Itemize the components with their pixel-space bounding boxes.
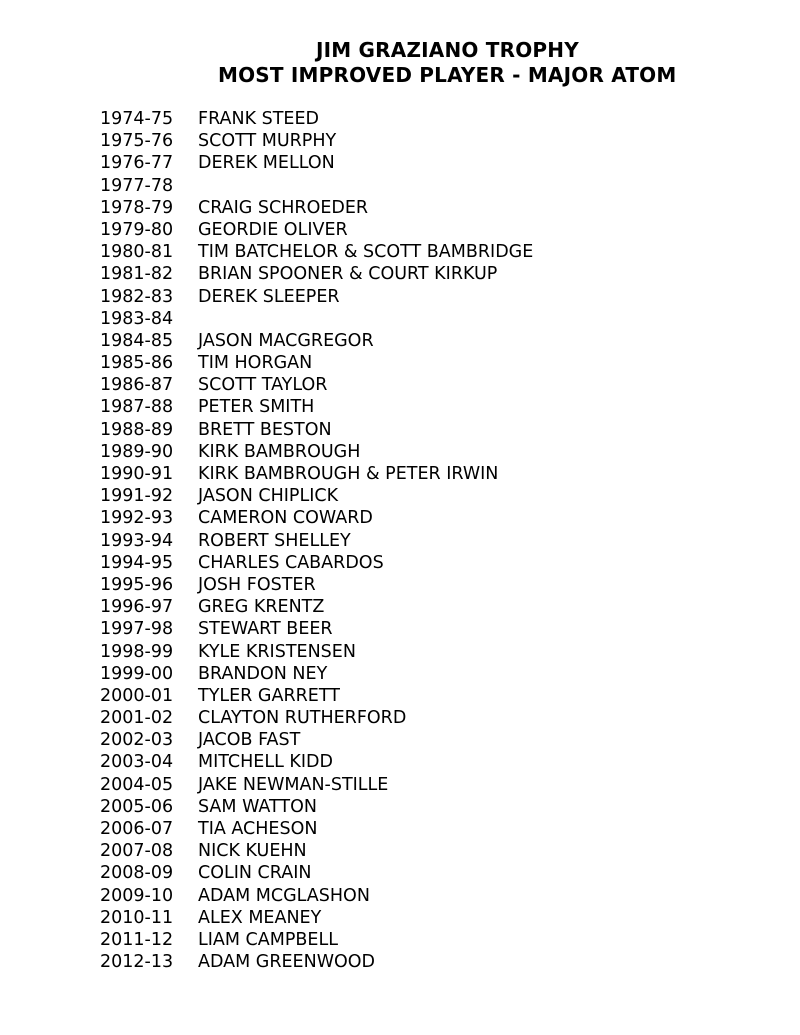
season-label: 1993-94 <box>100 530 174 551</box>
winner-name: ADAM MCGLASHON <box>198 885 370 906</box>
list-item <box>100 330 720 352</box>
season-label: 1981-82 <box>100 264 174 285</box>
list-item <box>100 352 720 374</box>
season-label: 1995-96 <box>100 574 174 595</box>
season-label: 2006-07 <box>100 819 174 839</box>
season-label: 1997-98 <box>100 619 174 640</box>
season-label: 2002-03 <box>100 730 174 751</box>
winner-name: TIM HORGAN <box>198 353 313 374</box>
season-label: 2005-06 <box>100 796 174 817</box>
season-label: 1977-78 <box>100 175 174 196</box>
season-label: 2007-08 <box>100 841 174 862</box>
winner-name: STEWART BEER <box>198 619 333 640</box>
winners-list <box>100 108 720 973</box>
season-label: 2009-10 <box>100 885 174 906</box>
season-label: 2001-02 <box>100 708 174 729</box>
season-label: 1978-79 <box>100 197 174 218</box>
list-item <box>100 574 720 596</box>
winner-name: BRIAN SPOONER & COURT KIRKUP <box>198 264 498 285</box>
list-item <box>100 885 720 907</box>
season-label: 1989-90 <box>100 441 174 462</box>
season-label: 1990-91 <box>100 464 174 484</box>
winner-name: SCOTT TAYLOR <box>198 375 328 396</box>
list-item <box>100 286 720 308</box>
list-item <box>100 685 720 707</box>
winner-name: KIRK BAMBROUGH <box>198 441 361 462</box>
list-item <box>100 419 720 441</box>
season-label: 1984-85 <box>100 330 174 351</box>
list-item <box>100 596 720 618</box>
season-label: 1985-86 <box>100 353 174 374</box>
winner-name: JOSH FOSTER <box>198 574 316 595</box>
list-item <box>100 197 720 219</box>
season-label: 1999-00 <box>100 663 174 684</box>
list-item <box>100 774 720 796</box>
season-label: 2011-12 <box>100 929 174 950</box>
winner-name: SAM WATTON <box>198 796 317 817</box>
winner-name: SCOTT MURPHY <box>198 131 337 152</box>
list-item <box>100 751 720 773</box>
winner-name: DEREK MELLON <box>198 153 335 174</box>
list-item <box>100 618 720 640</box>
list-item <box>100 152 720 174</box>
list-item <box>100 641 720 663</box>
season-label: 2010-11 <box>100 907 174 928</box>
winner-name: CAMERON COWARD <box>198 508 373 529</box>
winner-name: ADAM GREENWOOD <box>198 952 376 973</box>
winner-name: CLAYTON RUTHERFORD <box>198 708 407 729</box>
winner-name: NICK KUEHN <box>198 841 307 862</box>
season-label: 2004-05 <box>100 774 174 795</box>
award-subtitle: MOST IMPROVED PLAYER - MAJOR ATOM <box>218 63 677 87</box>
winner-name: JASON CHIPLICK <box>198 486 339 507</box>
winner-name: GREG KRENTZ <box>198 597 325 618</box>
season-label: 1988-89 <box>100 419 174 440</box>
winner-name: CRAIG SCHROEDER <box>198 197 369 218</box>
winner-name: COLIN CRAIN <box>198 863 312 884</box>
season-label: 1986-87 <box>100 375 174 396</box>
season-label: 1994-95 <box>100 552 174 573</box>
list-item <box>100 663 720 685</box>
list-item <box>100 308 720 330</box>
list-item <box>100 374 720 396</box>
list-item <box>100 907 720 929</box>
trophy-title: JIM GRAZIANO TROPHY <box>316 38 579 62</box>
winner-name: BRANDON NEY <box>198 663 328 684</box>
winner-name: LIAM CAMPBELL <box>198 929 338 950</box>
list-item <box>100 175 720 197</box>
list-item <box>100 729 720 751</box>
winner-name: BRETT BESTON <box>198 419 332 440</box>
winner-name: KYLE KRISTENSEN <box>198 641 356 662</box>
list-item <box>100 951 720 973</box>
season-label: 1996-97 <box>100 597 174 618</box>
list-item <box>100 108 720 130</box>
list-item <box>100 552 720 574</box>
season-label: 1991-92 <box>100 486 174 507</box>
list-item <box>100 463 720 485</box>
list-item <box>100 796 720 818</box>
winner-name: JAKE NEWMAN-STILLE <box>198 774 389 795</box>
season-label: 1992-93 <box>100 508 174 529</box>
winner-name: TYLER GARRETT <box>198 685 340 706</box>
season-label: 2000-01 <box>100 685 174 706</box>
list-item <box>100 862 720 884</box>
winner-name: TIA ACHESON <box>198 819 318 839</box>
winner-name: CHARLES CABARDOS <box>198 552 384 573</box>
season-label: 1987-88 <box>100 397 174 418</box>
list-item <box>100 241 720 263</box>
winner-name: MITCHELL KIDD <box>198 752 334 773</box>
winner-name: TIM BATCHELOR & SCOTT BAMBRIDGE <box>198 242 534 263</box>
season-label: 1998-99 <box>100 641 174 662</box>
list-item <box>100 219 720 241</box>
winner-name: FRANK STEED <box>198 109 320 129</box>
season-label: 1980-81 <box>100 242 174 263</box>
winner-name: KIRK BAMBROUGH & PETER IRWIN <box>198 464 499 484</box>
list-item <box>100 263 720 285</box>
list-item <box>100 485 720 507</box>
season-label: 1982-83 <box>100 286 174 307</box>
list-item <box>100 840 720 862</box>
winner-name: GEORDIE OLIVER <box>198 219 348 240</box>
list-item <box>100 396 720 418</box>
winner-name: JASON MACGREGOR <box>198 330 374 351</box>
season-label: 2012-13 <box>100 952 174 973</box>
season-label: 2008-09 <box>100 863 174 884</box>
winner-name: ALEX MEANEY <box>198 907 322 928</box>
season-label: 1975-76 <box>100 131 174 152</box>
list-item <box>100 707 720 729</box>
season-label: 1983-84 <box>100 308 174 329</box>
winner-name: JACOB FAST <box>198 730 301 751</box>
season-label: 1974-75 <box>100 109 174 129</box>
season-label: 1976-77 <box>100 153 174 174</box>
list-item <box>100 929 720 951</box>
list-item <box>100 130 720 152</box>
season-label: 1979-80 <box>100 219 174 240</box>
season-label: 2003-04 <box>100 752 174 773</box>
list-item <box>100 441 720 463</box>
winner-name: DEREK SLEEPER <box>198 286 340 307</box>
winner-name: ROBERT SHELLEY <box>198 530 351 551</box>
list-item <box>100 818 720 840</box>
winner-name: PETER SMITH <box>198 397 315 418</box>
list-item <box>100 530 720 552</box>
list-item <box>100 507 720 529</box>
